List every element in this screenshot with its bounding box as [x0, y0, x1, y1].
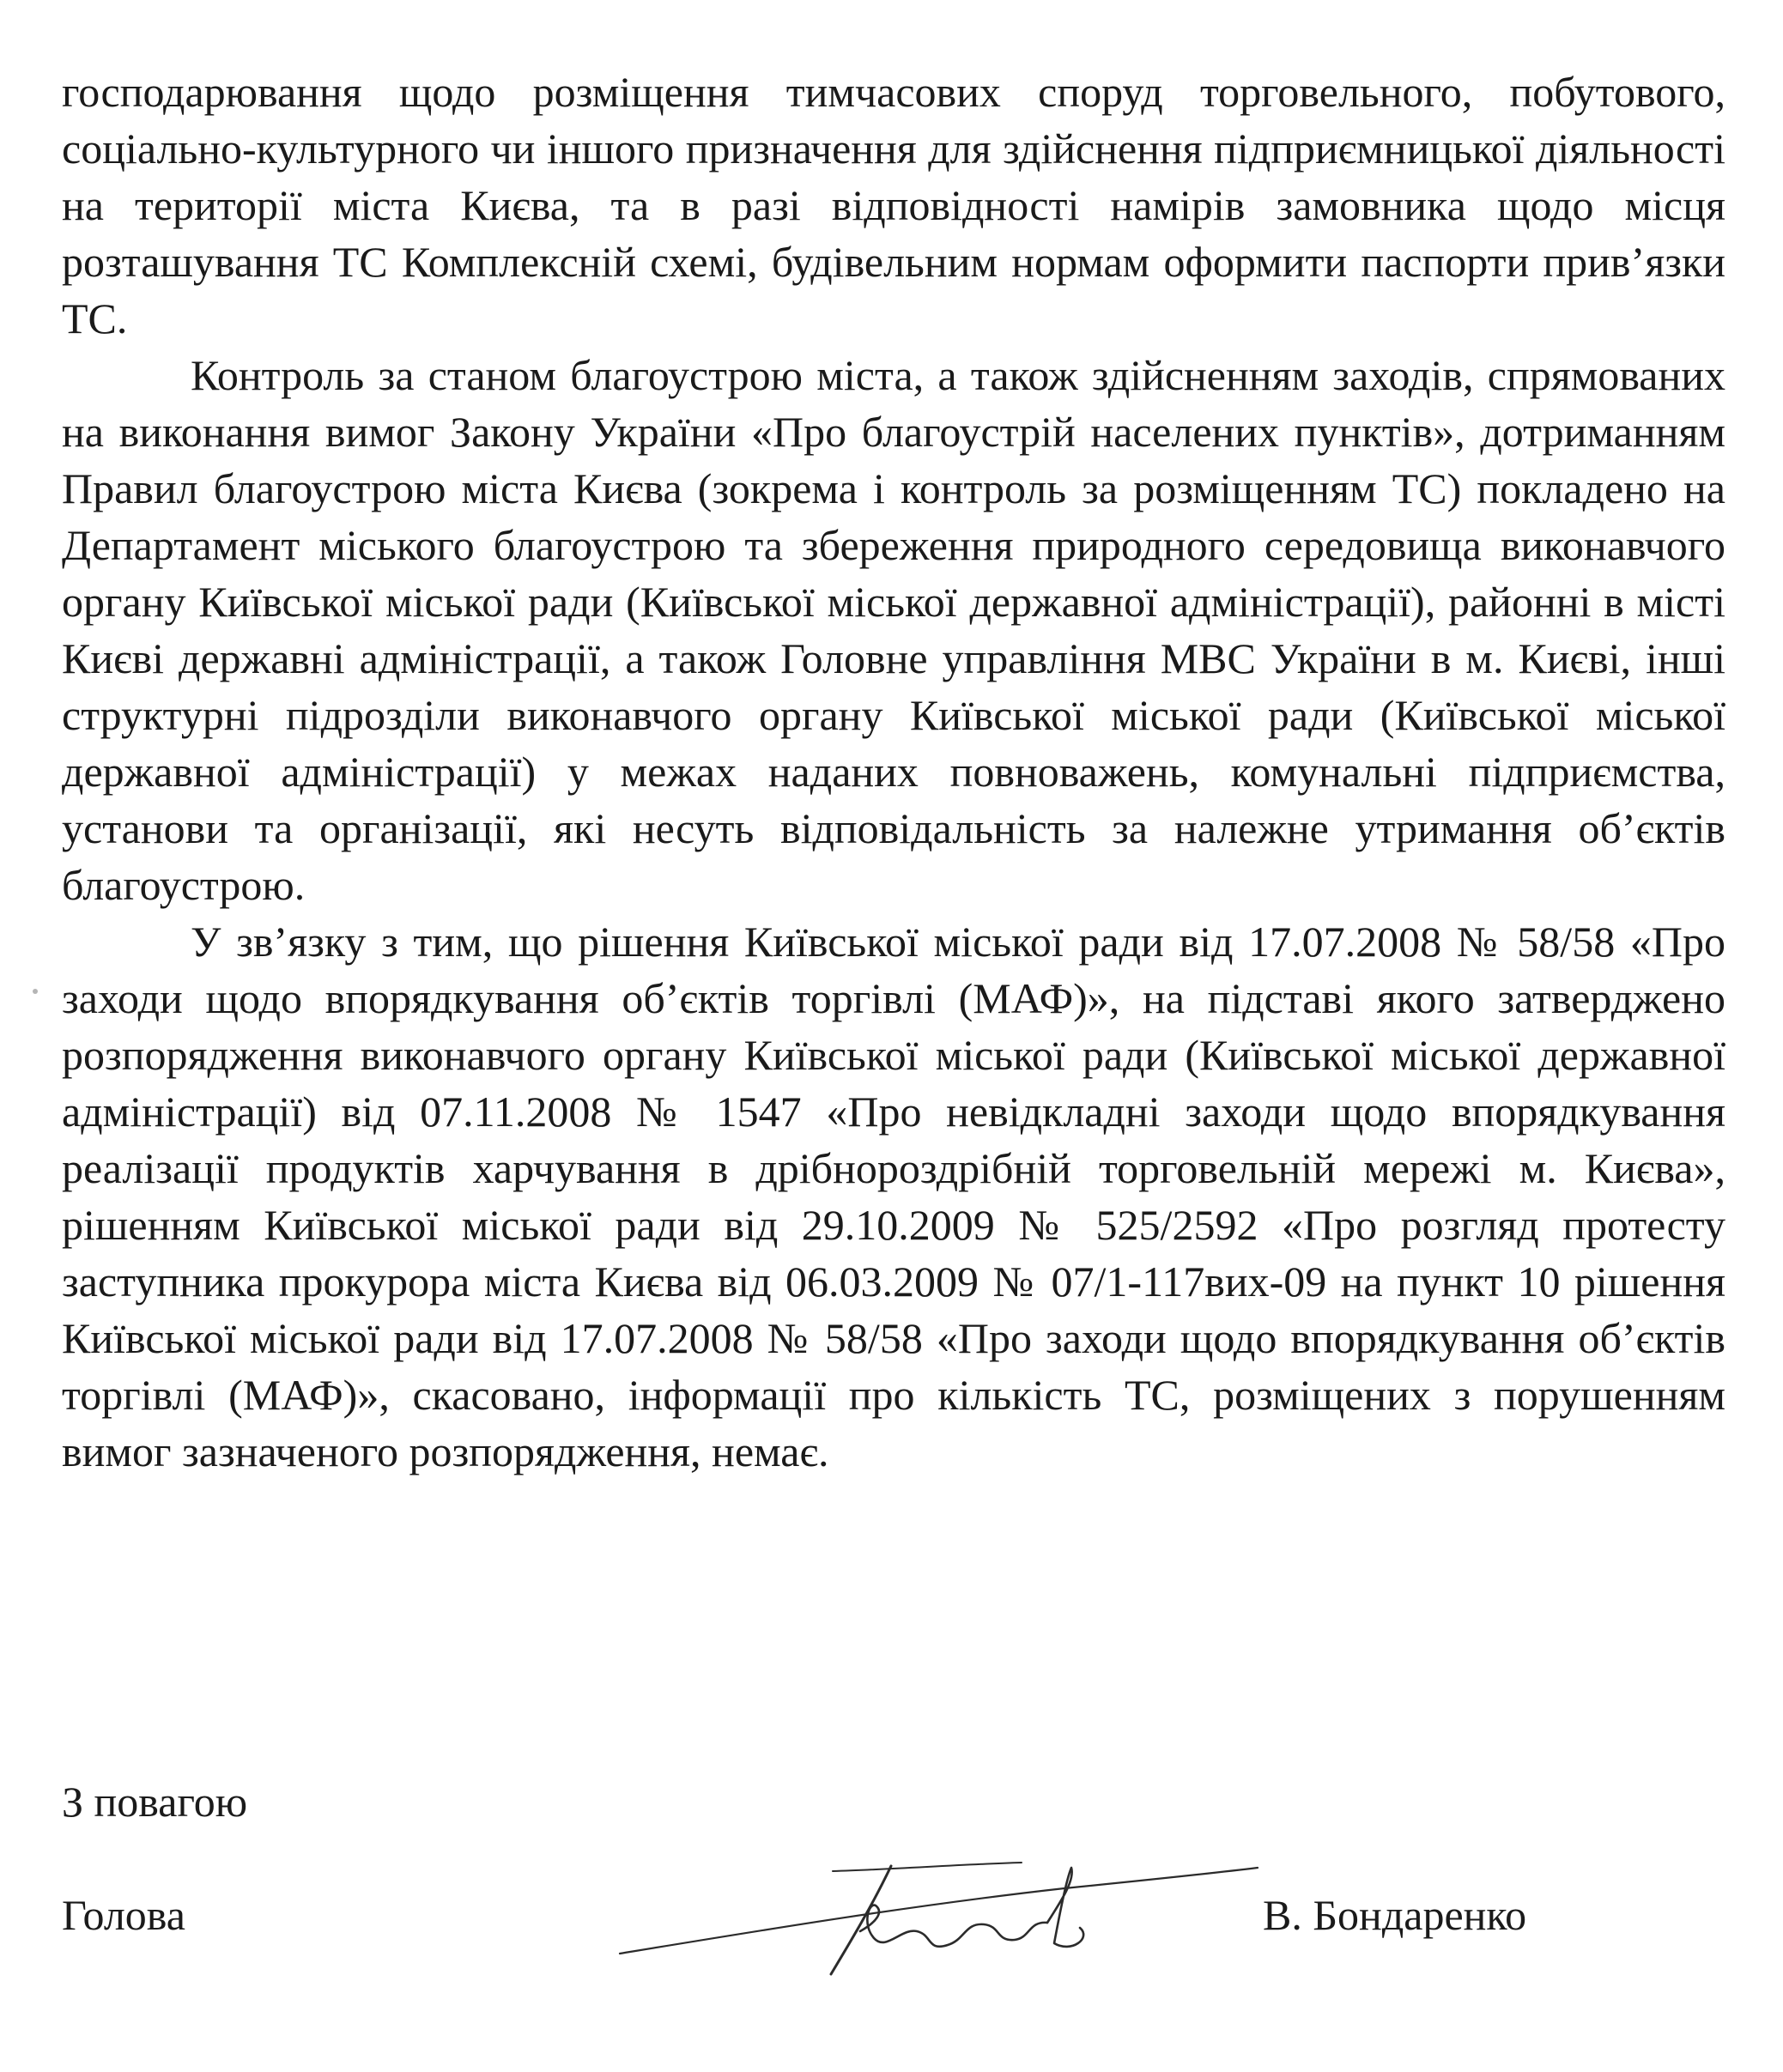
- document-body: [62, 64, 1725, 1480]
- signer-position: Голова: [62, 1891, 185, 1939]
- signature-underline-stroke: [620, 1868, 1258, 1954]
- paragraph-continuation: господарювання щодо розміщення тимчасових споруд торговельного, побутового, соціально-культурного чи іншого призначення для здійснення підприємницької діяльності на території міста Києва, та в разі відповідності намірів замовника щодо місця розташування ТС Комплексній схемі, будівельним нормам оформити паспорти прив’язки ТС.: [62, 68, 1725, 342]
- handwritten-signature: [618, 1845, 1288, 1983]
- paragraph-control-responsibility: Контроль за станом благоустрою міста, а також здійсненням заходів, спрямованих на виконання вимог Закону України «Про благоустрій населених пунктів», дотриманням Правил благоустрою міста Києва (зокрема і контроль за розміщенням ТС) покладено на Департамент міського благоустрою та збереження природного середовища виконавчого органу Київської міської ради (Київської міської державної адміністрації), районні в місті Києві державні адміністрації, а також Головне управління МВС України в м. Києві, інші структурні підрозділи виконавчого органу Київської міської ради (Київської міської державної адміністрації) у межах наданих повноважень, комунальні підприємства, установи та організації, які несуть відповідальність за належне утримання об’єктів благоустрою.: [62, 351, 1725, 909]
- closing-salutation: З повагою: [62, 1778, 248, 1826]
- signer-name: В. Бондаренко: [1263, 1891, 1527, 1939]
- scan-speck: [33, 989, 38, 994]
- signature-upper-stroke: [833, 1863, 1022, 1871]
- signature-initial-stroke: [831, 1866, 891, 1974]
- paragraph-decision-cancelled: У зв’язку з тим, що рішення Київської міської ради від 17.07.2008 № 58/58 «Про заходи щодо впорядкування об’єктів торгівлі (МАФ)», на підставі якого затверджено розпорядження виконавчого органу Київської міської ради (Київської міської державної адміністрації) від 07.11.2008 № 1547 «Про невідкладні заходи щодо впорядкування реалізації продуктів харчування в дрібнороздрібній торговельній мережі м. Києва», рішенням Київської міської ради від 29.10.2009 № 525/2592 «Про розгляд протесту заступника прокурора міста Києва від 06.03.2009 № 07/1-117вих-09 на пункт 10 рішення Київської міської ради від 17.07.2008 № 58/58 «Про заходи щодо впорядкування об’єктів торгівлі (МАФ)», скасовано, інформації про кількість ТС, розміщених з порушенням вимог зазначеного розпорядження, немає.: [62, 918, 1725, 1475]
- signature-final-stroke: [1047, 1868, 1083, 1947]
